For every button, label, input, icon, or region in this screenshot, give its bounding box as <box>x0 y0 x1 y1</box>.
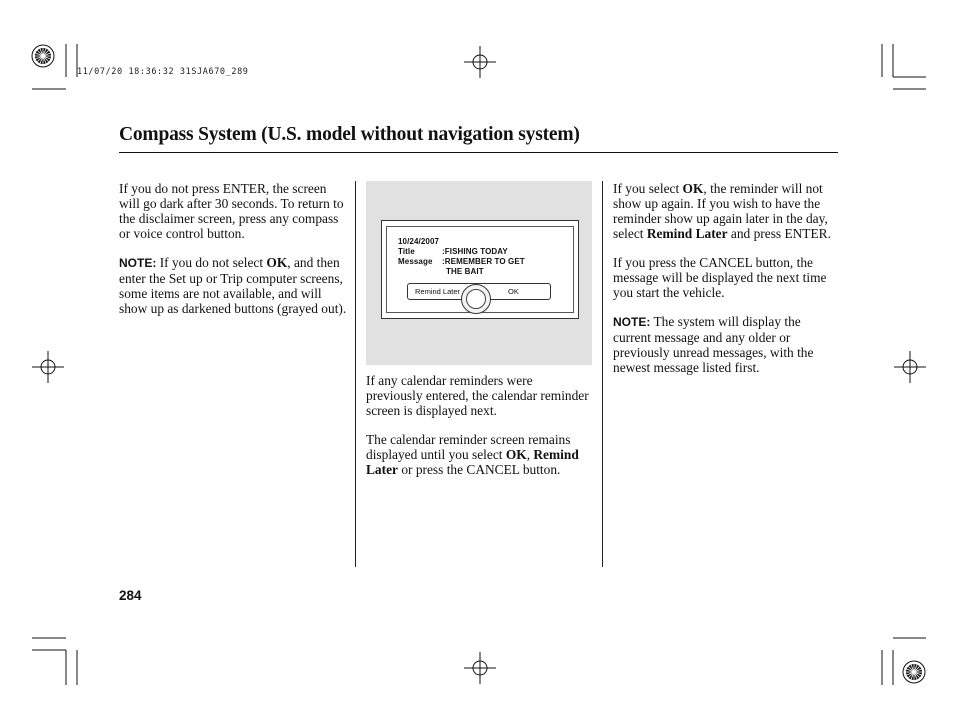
page-title: Compass System (U.S. model without navigation system) <box>119 124 580 145</box>
left-note: NOTE: If you do not select OK, and then enter the Set up or Trip computer screens, some items are not available, and will show up as darkened buttons (grayed out). <box>119 255 347 316</box>
print-stamp: 11/07/20 18:36:32 31SJA670_289 <box>77 67 249 77</box>
left-column <box>119 181 347 330</box>
crosshair-icon <box>894 351 926 383</box>
right-note: NOTE: The system will display the current message and any older or previously unread messages, with the newest message listed first. <box>613 314 814 375</box>
selector-knob-center-icon <box>466 289 486 309</box>
remind-later-button: Remind Later <box>415 287 461 296</box>
page-number: 284 <box>119 588 142 603</box>
reminder-title-label: Title <box>398 247 415 256</box>
ok-button: OK <box>508 287 519 296</box>
right-column <box>613 181 841 389</box>
crosshair-icon <box>464 652 496 684</box>
crosshair-icon <box>32 351 64 383</box>
column-divider <box>355 181 356 567</box>
reminder-message-value-line2: THE BAIT <box>446 267 484 276</box>
reminder-title-value: :FISHING TODAY <box>442 247 508 256</box>
note-label: NOTE: <box>613 315 651 329</box>
note-label: NOTE: <box>119 256 157 270</box>
reminder-message-label: Message <box>398 257 433 266</box>
left-paragraph: If you do not press ENTER, the screen will go dark after 30 seconds. To return to the disclaimer screen, press any compass or voice control button. <box>119 181 344 241</box>
middle-paragraph: The calendar reminder screen remains displayed until you select OK, Remind Later or press the CANCEL button. <box>366 432 579 477</box>
registration-target-icon <box>903 661 925 683</box>
reminder-date: 10/24/2007 <box>398 237 440 246</box>
middle-column <box>366 373 592 491</box>
right-paragraph: If you press the CANCEL button, the message will be displayed the next time you start the vehicle. <box>613 255 827 300</box>
right-paragraph: If you select OK, the reminder will not show up again. If you wish to have the reminder show up again later in the day, select Remind Later and press ENTER. <box>613 181 831 241</box>
crosshair-icon <box>464 46 496 78</box>
registration-target-icon <box>32 45 54 67</box>
title-rule <box>119 152 838 153</box>
column-divider <box>602 181 603 567</box>
middle-paragraph: If any calendar reminders were previously entered, the calendar reminder screen is displayed next. <box>366 373 589 418</box>
reminder-message-value: :REMEMBER TO GET <box>442 257 525 266</box>
